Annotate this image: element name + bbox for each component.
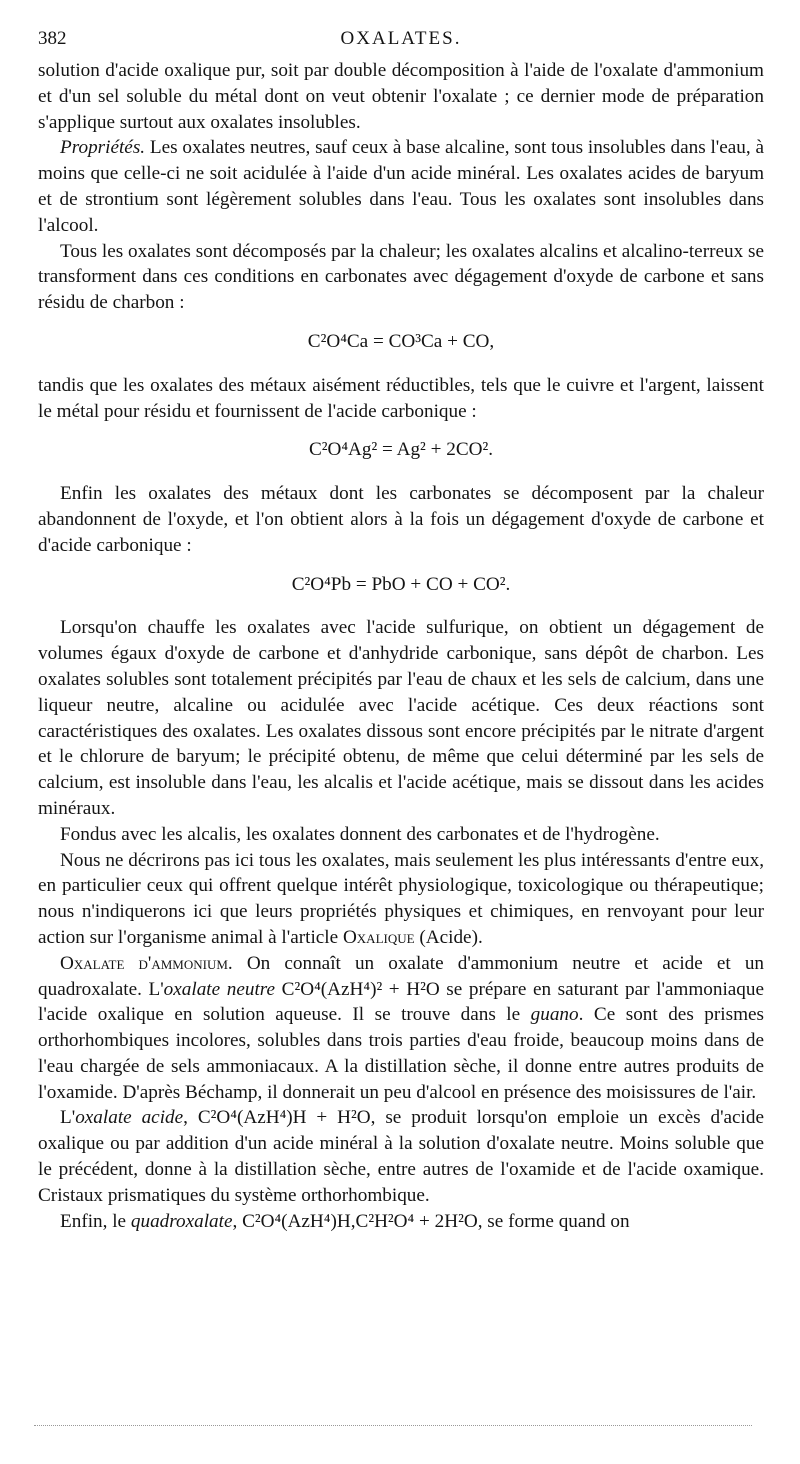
- ammonium-text-3: . Ce sont des prismes orthorhombiques incolores, solubles dans trois parties d'eau froide, beaucoup moins dans de l'eau chargée de sels ammoniacaux. A la distillation sèche, il donne entre autres produits de l'oxamide. D'après Béchamp, il donnerait un peu d'alcool en présence des moisissures de l'air.: [38, 1004, 764, 1103]
- paragraph-8: [38, 848, 764, 951]
- section-heading-ammonium: Oxalate d'ammonium.: [60, 952, 233, 974]
- paragraph-6: Lorsqu'on chauffe les oxalates avec l'acide sulfurique, on obtient un dégagement de volumes égaux d'oxyde de carbone et d'anhydride carbonique, sans dépôt de charbon. Les oxalates solubles sont totalement précipités par l'eau de chaux et les sels de calcium, dans une liqueur neutre, alcaline ou acidulée avec l'acide acétique. Ces deux réactions sont caractéristiques des oxalates. Les oxalates dissous sont encore précipités par le nitrate d'argent et le chlorure de baryum; le précipité obtenu, de même que celui déterminé par les sels de calcium, est insoluble dans l'eau, les alcalis et l'acide acétique, mais se dissout dans les acides minéraux.: [38, 617, 764, 819]
- paragraph-8-text: Nous ne décrirons pas ici tous les oxalates, mais seulement les plus intéressants d'entre eux, en particulier ceux qui offrent quelque intérêt physiologique, toxicologique ou thérapeutique; nous n'indiquerons ici que leurs propriétés physiques et chimiques, en renvoyant pour leur action sur l'organisme animal à l'article: [38, 849, 764, 948]
- equation-1: C²O⁴Ca = CO³Ca + CO,: [307, 330, 495, 352]
- paragraph-3: Tous les oxalates sont décomposés par la chaleur; les oxalates alcalins et alcalino-terreux se transforment dans ces conditions en carbonates avec dégagement d'oxyde de carbone et sans résidu de charbon :: [38, 240, 764, 314]
- paragraph-ammonium-oxalate: [38, 951, 764, 1106]
- paragraph-4: tandis que les oxalates des métaux aisément réductibles, tels que le cuivre et l'argent, laissent le métal pour résidu et fournissent de l'acide carbonique :: [38, 374, 764, 422]
- ammonium-text-1: On connaît un oxalate d'ammonium neutre et acide et un quadroxalate. L': [38, 952, 765, 1000]
- acid-text-2: , C²O⁴(AzH⁴)H + H²O, se produit lorsqu'on emploie un excès d'acide oxalique ou par addition d'un acide minéral à la solution d'oxalate neutre. Moins soluble que le précédent, donne à la distillation sèche, entre autres de l'oxamide et de l'acide oxamique. Cristaux prismatiques du système orthorhombique.: [38, 1107, 764, 1206]
- acid-text-1: L': [60, 1107, 76, 1129]
- properties-text: Les oxalates neutres, sauf ceux à base alcaline, sont tous insolubles dans l'eau, à moins que celle-ci ne soit acidulée à l'aide d'un acide minéral. Les oxalates acides de baryum et de strontium sont légèrement solubles dans l'eau. Tous les oxalates sont insolubles dans l'alcool.: [38, 137, 764, 236]
- paragraph-8-tail: (Acide).: [414, 926, 483, 948]
- paragraph-properties: [38, 135, 764, 238]
- paragraph-acid-oxalate: [38, 1105, 764, 1208]
- running-title: OXALATES.: [340, 28, 462, 49]
- acid-italic-1: oxalate acide: [75, 1107, 184, 1129]
- properties-label: Propriétés.: [60, 137, 146, 159]
- equation-3: C²O⁴Pb = PbO + CO + CO².: [291, 573, 511, 595]
- ammonium-italic-2: guano: [530, 1004, 579, 1026]
- paragraph-1: solution d'acide oxalique pur, soit par double décomposition à l'aide de l'oxalate d'ammonium et d'un sel soluble du métal dont on veut obtenir l'oxalate ; ce dernier mode de préparation s'applique surtout aux oxalates insolubles.: [38, 60, 764, 133]
- quad-italic-1: quadroxalate: [130, 1210, 233, 1232]
- paragraph-quadroxalate: [38, 1209, 764, 1235]
- footer-rule: [34, 1425, 752, 1427]
- page-header: [38, 28, 764, 58]
- equation-2: C²O⁴Ag² = Ag² + 2CO².: [308, 439, 494, 461]
- page-number: 382: [38, 28, 67, 49]
- article-reference: Oxalique: [342, 926, 415, 948]
- ammonium-italic-1: oxalate neutre: [163, 978, 276, 1000]
- ammonium-text-2: C²O⁴(AzH⁴)² + H²O se prépare en saturant par l'ammoniaque l'acide oxalique en solution aqueuse. Il se trouve dans le: [38, 978, 765, 1026]
- quad-text-2: , C²O⁴(AzH⁴)H,C²H²O⁴ + 2H²O, se forme quand on: [232, 1210, 630, 1232]
- paragraph-7: Fondus avec les alcalis, les oxalates donnent des carbonates et de l'hydrogène.: [60, 823, 660, 845]
- paragraph-5: Enfin les oxalates des métaux dont les carbonates se décomposent par la chaleur abandonnent de l'oxyde, et l'on obtient alors à la fois un dégagement d'oxyde de carbone et d'acide carbonique :: [38, 483, 764, 556]
- page: [38, 28, 764, 1234]
- quad-text-1: Enfin, le: [60, 1210, 131, 1232]
